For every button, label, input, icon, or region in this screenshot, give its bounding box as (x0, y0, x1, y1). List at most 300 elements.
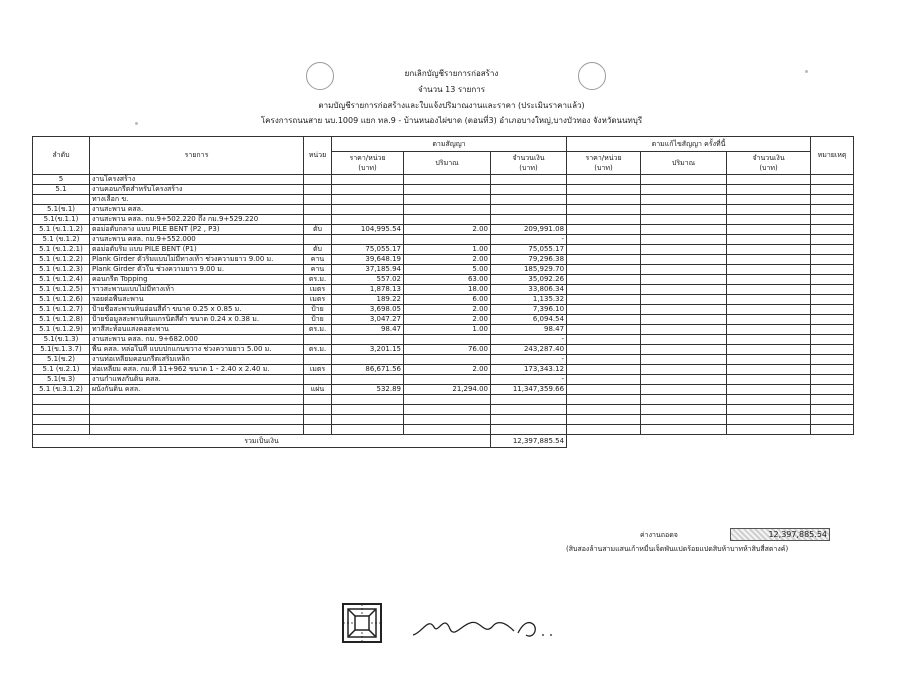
table-row (33, 365, 854, 375)
col-remark-header: หมายเหตุ (811, 137, 854, 175)
cell-amendment-blank (727, 305, 811, 315)
table-row (33, 215, 854, 225)
cell-price (332, 405, 404, 415)
cell-unit: คาน (304, 265, 332, 275)
cell-no (33, 195, 90, 205)
cell-unit: ตับ (304, 225, 332, 235)
cell-price: 3,201.15 (332, 345, 404, 355)
cell-qty: 2.00 (404, 365, 491, 375)
cell-remark-blank (811, 415, 854, 425)
cell-item: ตอม่อตับกลาง แบบ PILE BENT (P2 , P3) (90, 225, 304, 235)
cell-no: 5.1(ข.3) (33, 375, 90, 385)
signature-icon (410, 605, 560, 645)
cell-remark-blank (811, 365, 854, 375)
cell-amount (491, 205, 567, 215)
cell-item: งานท่อเหลี่ยมคอนกรีตเสริมเหล็ก (90, 355, 304, 365)
cell-amendment-blank (641, 325, 727, 335)
cell-amendment-blank (567, 205, 641, 215)
cell-amendment-blank (641, 355, 727, 365)
table-row (33, 315, 854, 325)
cell-qty (404, 185, 491, 195)
cell-item: ราวสะพานแบบไม่มีทางเท้า (90, 285, 304, 295)
cell-amount (491, 395, 567, 405)
cell-unit (304, 425, 332, 435)
cell-item: รอยต่อพื้นสะพาน (90, 295, 304, 305)
cell-amendment-blank (641, 315, 727, 325)
cell-no: 5.1 (ข.1.2.1) (33, 245, 90, 255)
cell-remark-blank (811, 185, 854, 195)
cell-price (332, 185, 404, 195)
cell-amendment-blank (641, 395, 727, 405)
cell-price: 98.47 (332, 325, 404, 335)
cell-unit (304, 415, 332, 425)
cell-amendment-blank (567, 285, 641, 295)
cell-remark-blank (811, 245, 854, 255)
cell-no: 5.1 (ข.1.2.2) (33, 255, 90, 265)
cell-amendment-blank (641, 185, 727, 195)
cell-item: งานโครงสร้าง (90, 175, 304, 185)
cell-no: 5.1 (ข.1.2.6) (33, 295, 90, 305)
cell-amendment-blank (727, 375, 811, 385)
cell-no: 5.1 (ข.1.2.3) (33, 265, 90, 275)
cell-unit: ตร.ม. (304, 345, 332, 355)
cell-amendment-blank (727, 395, 811, 405)
cell-unit (304, 195, 332, 205)
cell-item: ป้ายชื่อสะพานหินอ่อนสีดำ ขนาด 0.25 x 0.85 ม. (90, 305, 304, 315)
cell-remark-blank (811, 315, 854, 325)
cell-qty (404, 175, 491, 185)
cell-qty: 2.00 (404, 315, 491, 325)
cell-price: 3,047.27 (332, 315, 404, 325)
table-row (33, 175, 854, 185)
doc-title: ยกเลิกบัญชีรายการก่อสร้าง (404, 69, 499, 78)
cell-qty (404, 195, 491, 205)
cell-amendment-blank (567, 395, 641, 405)
cell-price (332, 335, 404, 345)
cell-unit: แผ่น (304, 385, 332, 395)
cell-amendment-blank (727, 275, 811, 285)
cell-amendment-blank (727, 205, 811, 215)
cell-amendment-blank (641, 235, 727, 245)
cell-no: 5.1(ข.1) (33, 205, 90, 215)
cell-item: พื้น คสล. หล่อในที่ แบบปกแกนขวาง ช่วงความยาว 5.00 ม. (90, 345, 304, 355)
cell-qty (404, 425, 491, 435)
cell-qty (404, 415, 491, 425)
cell-amendment-blank (567, 345, 641, 355)
cell-item: งานกำแพงกันดิน คสล. (90, 375, 304, 385)
cell-price: 3,698.05 (332, 305, 404, 315)
cell-unit (304, 355, 332, 365)
cell-item: ทางเลือก ข. (90, 195, 304, 205)
cell-amount: 98.47 (491, 325, 567, 335)
cell-no: 5.1 (ข.1.2.4) (33, 275, 90, 285)
doc-project: โครงการถนนสาย นบ.1009 แยก ทล.9 - บ้านหนองไผ่ขาด (ตอนที่3) อำเภอบางใหญ่,บางบัวทอง จังหวัดนนทบุรี (260, 116, 643, 125)
contract-amount-header: จำนวนเงิน (บาท) (491, 152, 567, 175)
cell-amendment-blank (727, 235, 811, 245)
cell-unit: ตับ (304, 245, 332, 255)
cell-amount: - (491, 235, 567, 245)
cell-qty (404, 205, 491, 215)
cell-no: 5.1 (ข.1.2.7) (33, 305, 90, 315)
cell-remark-blank (811, 385, 854, 395)
cell-price (332, 355, 404, 365)
cell-qty (404, 395, 491, 405)
cell-remark-blank (811, 335, 854, 345)
cell-amendment-blank (567, 375, 641, 385)
table-row (33, 295, 854, 305)
cell-amendment-blank (727, 415, 811, 425)
cell-amendment-blank (641, 375, 727, 385)
table-row (33, 395, 854, 405)
cell-qty: 1.00 (404, 325, 491, 335)
cell-amount: 35,092.26 (491, 275, 567, 285)
table-row (33, 335, 854, 345)
boq-body (33, 175, 854, 435)
cell-amendment-blank (567, 425, 641, 435)
cell-no: 5.1(ข.1.3) (33, 335, 90, 345)
total-blank (567, 435, 854, 448)
cell-unit: ตร.ม. (304, 325, 332, 335)
cell-item (90, 425, 304, 435)
cell-price: 104,995.54 (332, 225, 404, 235)
cell-qty (404, 405, 491, 415)
doc-item-count: จำนวน 13 รายการ (418, 85, 485, 94)
cell-amendment-blank (641, 195, 727, 205)
cell-price: 37,185.94 (332, 265, 404, 275)
cell-unit (304, 395, 332, 405)
contract-qty-header: ปริมาณ (404, 152, 491, 175)
cell-item: Plank Girder ตัวใน ช่วงความยาว 9.00 ม. (90, 265, 304, 275)
cell-amendment-blank (641, 405, 727, 415)
cell-no: 5.1 (ข.1.2.5) (33, 285, 90, 295)
cell-unit: ป้าย (304, 305, 332, 315)
cell-no: 5.1 (ข.1.2.9) (33, 325, 90, 335)
cell-amendment-blank (727, 405, 811, 415)
cell-item: ทาสีสะท้อนแสงคอสะพาน (90, 325, 304, 335)
cell-price (332, 235, 404, 245)
cell-no: 5.1 (ข.1.1.2) (33, 225, 90, 235)
cell-amount: 33,806.34 (491, 285, 567, 295)
cell-no (33, 405, 90, 415)
cell-unit (304, 375, 332, 385)
cell-amendment-blank (727, 385, 811, 395)
cell-item (90, 415, 304, 425)
cell-amendment-blank (567, 215, 641, 225)
cell-unit (304, 335, 332, 345)
table-row (33, 285, 854, 295)
cell-amendment-blank (727, 325, 811, 335)
cell-remark-blank (811, 395, 854, 405)
cell-amount (491, 195, 567, 205)
cell-no: 5.1 (ข.1.2) (33, 235, 90, 245)
cell-amount: 185,929.70 (491, 265, 567, 275)
cell-amendment-blank (641, 175, 727, 185)
cell-amount (491, 405, 567, 415)
cell-price (332, 425, 404, 435)
cell-amount: 243,287.40 (491, 345, 567, 355)
table-row (33, 265, 854, 275)
cell-no: 5.1(ข.2) (33, 355, 90, 365)
cell-remark-blank (811, 205, 854, 215)
cell-amount: 11,347,359.66 (491, 385, 567, 395)
cell-qty: 18.00 (404, 285, 491, 295)
cell-price: 75,055.17 (332, 245, 404, 255)
cell-amendment-blank (727, 365, 811, 375)
cell-remark-blank (811, 325, 854, 335)
cell-amendment-blank (567, 245, 641, 255)
total-label: รวมเป็นเงิน (33, 435, 491, 448)
cell-unit: เมตร (304, 365, 332, 375)
cell-price: 189.22 (332, 295, 404, 305)
total-amount: 12,397,885.54 (491, 435, 567, 448)
cell-amendment-blank (567, 365, 641, 375)
cell-amendment-blank (641, 255, 727, 265)
cell-unit (304, 185, 332, 195)
amend-unit-price-header: ราคา/หน่วย (บาท) (567, 152, 641, 175)
table-row (33, 275, 854, 285)
cell-item: งานสะพาน คสล. กม. 9+682.000 (90, 335, 304, 345)
table-row (33, 425, 854, 435)
cell-remark-blank (811, 305, 854, 315)
cell-unit (304, 175, 332, 185)
cell-unit: คาน (304, 255, 332, 265)
table-row (33, 375, 854, 385)
boq-table (32, 136, 854, 448)
cell-price: 532.89 (332, 385, 404, 395)
cell-price (332, 415, 404, 425)
cell-amendment-blank (641, 205, 727, 215)
cell-unit (304, 205, 332, 215)
cell-price (332, 375, 404, 385)
cell-amendment-blank (727, 345, 811, 355)
cell-remark-blank (811, 265, 854, 275)
cell-price (332, 175, 404, 185)
cell-item: งานคอนกรีตสำหรับโครงสร้าง (90, 185, 304, 195)
cell-item (90, 405, 304, 415)
cell-remark-blank (811, 295, 854, 305)
cell-amount (491, 425, 567, 435)
col-no-header: ลำดับ (33, 137, 90, 175)
cell-amendment-blank (567, 195, 641, 205)
cell-amount (491, 175, 567, 185)
cell-amount: 7,396.10 (491, 305, 567, 315)
cell-amendment-blank (567, 175, 641, 185)
cell-amount: 1,135.32 (491, 295, 567, 305)
cell-qty: 2.00 (404, 255, 491, 265)
cell-item: Plank Girder ตัวริมแบบไม่มีทางเท้า ช่วงความยาว 9.00 ม. (90, 255, 304, 265)
doc-subtitle: ตามบัญชีรายการก่อสร้างและใบแจ้งปริมาณงานและราคา (ประเมินราคาแล้ว) (318, 101, 585, 110)
cell-amendment-blank (567, 315, 641, 325)
table-row (33, 205, 854, 215)
cell-amendment-blank (567, 305, 641, 315)
cell-item: งานสะพาน คสล. กม.9+502.220 ถึง กม.9+529.220 (90, 215, 304, 225)
cell-qty: 2.00 (404, 305, 491, 315)
cell-amendment-blank (567, 295, 641, 305)
cell-item: ผนังกันดิน คสล. (90, 385, 304, 395)
cell-remark-blank (811, 285, 854, 295)
amendment-group-header: ตามแก้ไขสัญญา ครั้งที่นี้ (567, 137, 811, 152)
cell-amendment-blank (567, 265, 641, 275)
col-item-header: รายการ (90, 137, 304, 175)
cell-amendment-blank (641, 415, 727, 425)
cell-remark-blank (811, 195, 854, 205)
price-stamp-box: 12,397,885.54 (730, 528, 830, 541)
cell-amount (491, 215, 567, 225)
cell-amendment-blank (567, 325, 641, 335)
cell-amendment-blank (727, 225, 811, 235)
cell-qty (404, 235, 491, 245)
cell-qty: 21,294.00 (404, 385, 491, 395)
price-label: ค่างานถอดจ (640, 531, 678, 539)
table-row (33, 195, 854, 205)
cell-no: 5.1 (ข.2.1) (33, 365, 90, 375)
table-row (33, 345, 854, 355)
cell-amendment-blank (567, 225, 641, 235)
cell-remark-blank (811, 275, 854, 285)
table-row (33, 355, 854, 365)
cell-remark-blank (811, 235, 854, 245)
cell-amendment-blank (727, 425, 811, 435)
cell-amendment-blank (727, 175, 811, 185)
cell-amendment-blank (641, 425, 727, 435)
cell-qty: 6.00 (404, 295, 491, 305)
cell-no (33, 415, 90, 425)
cell-qty: 5.00 (404, 265, 491, 275)
cell-amendment-blank (567, 405, 641, 415)
cell-amount: - (491, 355, 567, 365)
cell-unit (304, 405, 332, 415)
cell-unit (304, 235, 332, 245)
cell-amendment-blank (567, 235, 641, 245)
price-in-words: (สิบสองล้านสามแสนเก้าหมื่นเจ็ดพันแปดร้อยแปดสิบห้าบาทห้าสิบสี่สตางค์) (566, 545, 789, 553)
cell-item: งานสะพาน คสล. (90, 205, 304, 215)
cell-price (332, 195, 404, 205)
cell-amendment-blank (567, 335, 641, 345)
cell-amendment-blank (641, 215, 727, 225)
table-row (33, 255, 854, 265)
cell-remark-blank (811, 215, 854, 225)
cell-qty (404, 375, 491, 385)
cell-amendment-blank (641, 285, 727, 295)
cell-qty (404, 355, 491, 365)
cell-item (90, 395, 304, 405)
cell-amendment-blank (727, 295, 811, 305)
cell-no: 5.1 (ข.1.2.8) (33, 315, 90, 325)
cell-amendment-blank (567, 255, 641, 265)
cell-price: 557.02 (332, 275, 404, 285)
cell-amendment-blank (641, 365, 727, 375)
cell-amount (491, 185, 567, 195)
cell-unit: ตร.ม. (304, 275, 332, 285)
cell-qty: 63.00 (404, 275, 491, 285)
cell-qty (404, 335, 491, 345)
official-stamp-icon (341, 602, 383, 644)
cell-price: 39,648.19 (332, 255, 404, 265)
cell-qty (404, 215, 491, 225)
cell-amendment-blank (727, 255, 811, 265)
table-row (33, 405, 854, 415)
table-row (33, 245, 854, 255)
cell-item: ตอม่อตับริม แบบ PILE BENT (P1) (90, 245, 304, 255)
cell-amount: 173,343.12 (491, 365, 567, 375)
cell-price: 86,671.56 (332, 365, 404, 375)
cell-amount: - (491, 375, 567, 385)
cell-item: ท่อเหลี่ยม คสล. กม.ที่ 11+962 ขนาด 1 - 2.40 x 2.40 ม. (90, 365, 304, 375)
cell-amendment-blank (641, 385, 727, 395)
cell-remark-blank (811, 255, 854, 265)
table-row (33, 235, 854, 245)
cell-no (33, 395, 90, 405)
cell-no: 5 (33, 175, 90, 185)
cell-amendment-blank (727, 195, 811, 205)
cell-amendment-blank (727, 245, 811, 255)
cell-unit: เมตร (304, 295, 332, 305)
cell-amendment-blank (641, 275, 727, 285)
cell-amendment-blank (727, 185, 811, 195)
cell-amendment-blank (641, 225, 727, 235)
cell-amount: - (491, 335, 567, 345)
table-row (33, 325, 854, 335)
cell-amount: 75,055.17 (491, 245, 567, 255)
cell-remark-blank (811, 405, 854, 415)
cell-amendment-blank (567, 415, 641, 425)
cell-amendment-blank (641, 305, 727, 315)
amend-amount-header: จำนวนเงิน (บาท) (727, 152, 811, 175)
cell-amendment-blank (567, 185, 641, 195)
cell-unit: ป้าย (304, 315, 332, 325)
table-row (33, 305, 854, 315)
cell-no: 5.1(ข.1.1) (33, 215, 90, 225)
cell-no: 5.1(ข.1.3.7) (33, 345, 90, 355)
cell-no: 5.1 (33, 185, 90, 195)
amend-qty-header: ปริมาณ (641, 152, 727, 175)
cell-price (332, 205, 404, 215)
cell-item: ป้ายข้อมูลสะพานหินแกรนิตสีดำ ขนาด 0.24 x 0.38 ม. (90, 315, 304, 325)
cell-remark-blank (811, 375, 854, 385)
cell-qty: 76.00 (404, 345, 491, 355)
contract-unit-price-header: ราคา/หน่วย (บาท) (332, 152, 404, 175)
cell-remark-blank (811, 225, 854, 235)
cell-amendment-blank (641, 345, 727, 355)
cell-price (332, 395, 404, 405)
cell-no: 5.1 (ข.3.1.2) (33, 385, 90, 395)
cell-no (33, 425, 90, 435)
cell-remark-blank (811, 355, 854, 365)
cell-item: คอนกรีต Topping (90, 275, 304, 285)
cell-amendment-blank (727, 355, 811, 365)
cell-amendment-blank (641, 335, 727, 345)
cell-amendment-blank (641, 295, 727, 305)
table-row (33, 225, 854, 235)
cell-amendment-blank (727, 315, 811, 325)
total-row (33, 435, 854, 448)
col-unit-header: หน่วย (304, 137, 332, 175)
cell-qty: 1.00 (404, 245, 491, 255)
cell-amendment-blank (727, 215, 811, 225)
cell-amendment-blank (567, 355, 641, 365)
cell-amount: 209,991.08 (491, 225, 567, 235)
cell-qty: 2.00 (404, 225, 491, 235)
cell-amount: 6,094.54 (491, 315, 567, 325)
cell-amendment-blank (567, 385, 641, 395)
cell-unit: เมตร (304, 285, 332, 295)
cell-amendment-blank (641, 265, 727, 275)
cell-item: งานสะพาน คสล. กม.9+552.000 (90, 235, 304, 245)
cell-amendment-blank (567, 275, 641, 285)
cell-unit (304, 215, 332, 225)
cell-price: 1,878.13 (332, 285, 404, 295)
cell-remark-blank (811, 425, 854, 435)
